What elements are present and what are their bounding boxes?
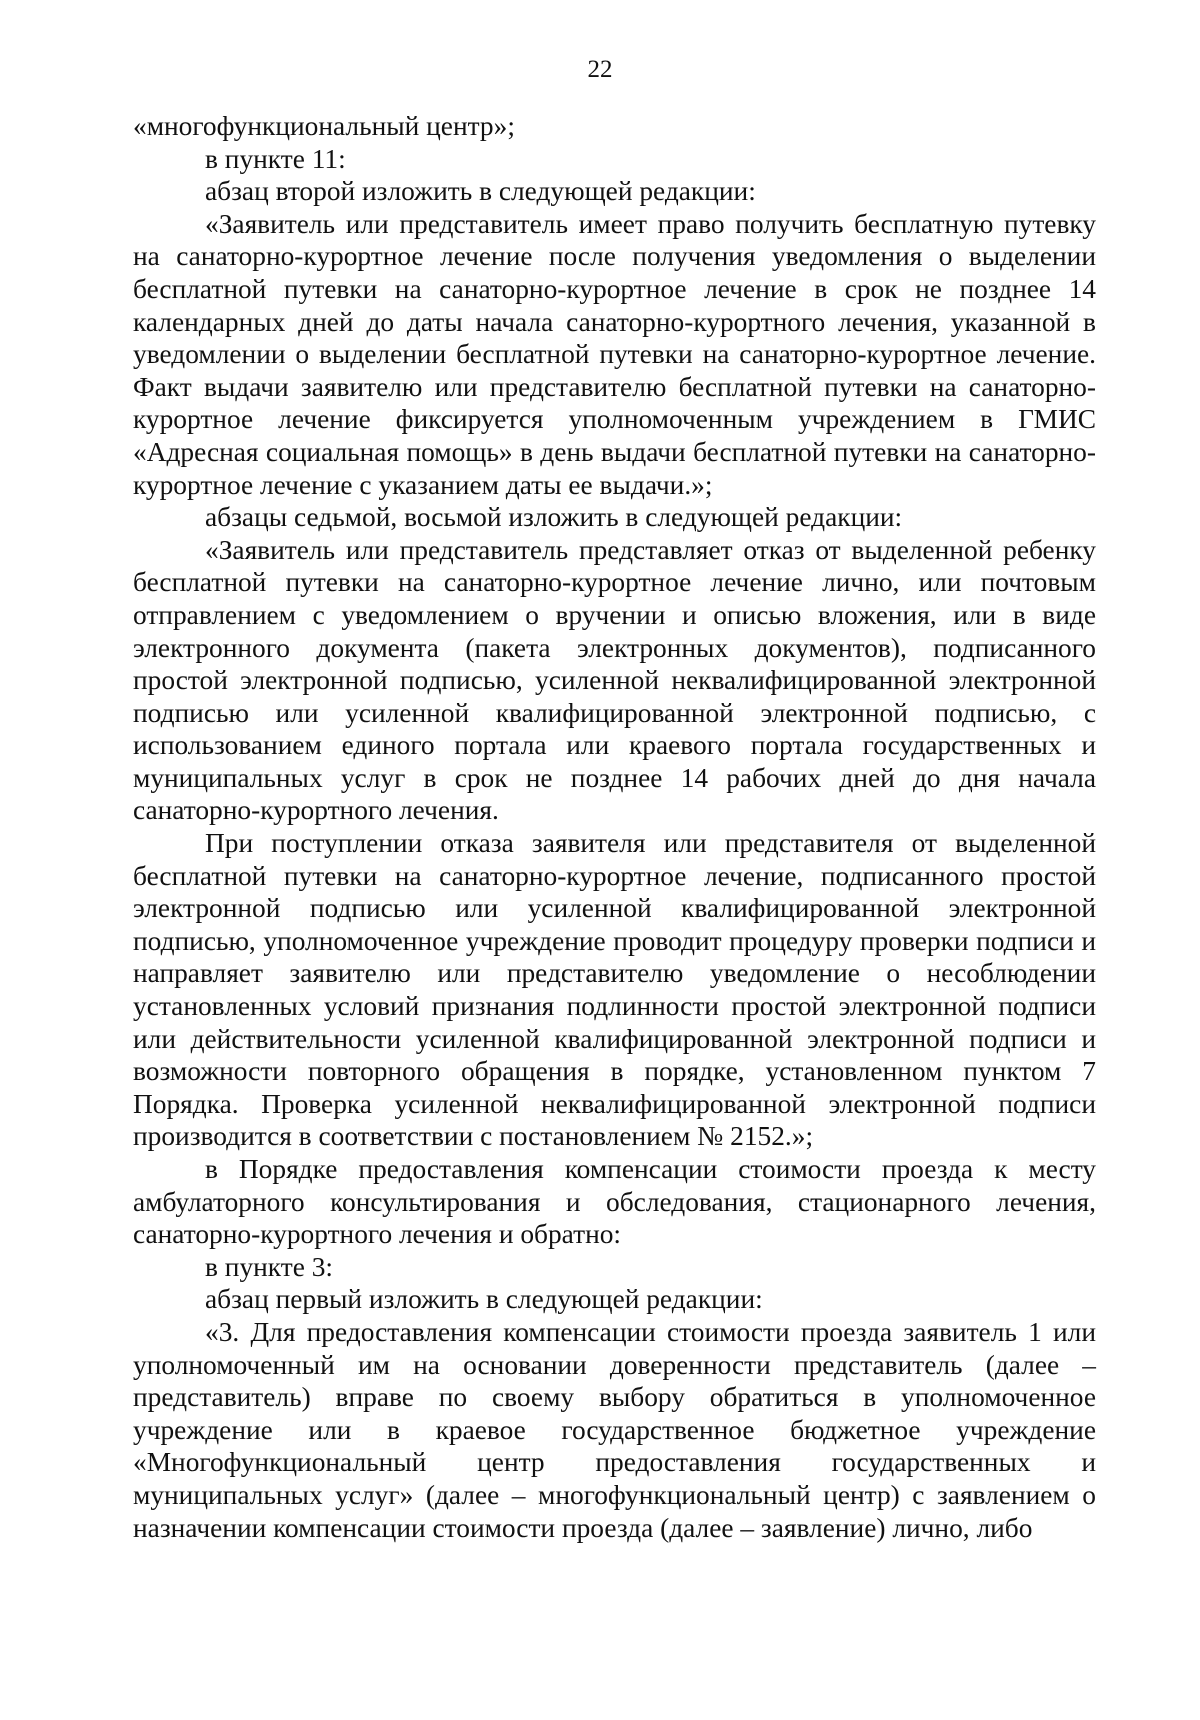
paragraph-point-3: в пункте 3: bbox=[205, 1251, 334, 1282]
paragraph-point-11: в пункте 11: bbox=[205, 143, 346, 174]
paragraph-seventh-eighth-header: абзацы седьмой, восьмой изложить в следующей редакции: bbox=[205, 502, 903, 533]
paragraph-voucher-refusal: «Заявитель или представитель представляет отказ от выделенной ребенку бесплатной путевки на санаторно-курортное лечение лично, или почтовым отправлением с уведомлением о вручении и описью вложения, или в виде электронного документа (пакета электронных документов), подписанного простой электронной подписью, усиленной неквалифицированной электронной подписью или усиленной квалифицированной электронной подписью, с использованием единого портала или краевого портала государственных и муниципальных услуг в срок не позднее 14 рабочих дней до дня начала санаторно-курортного лечения. bbox=[133, 534, 1096, 826]
document-body bbox=[133, 110, 1096, 1544]
paragraph-signature-check: При поступлении отказа заявителя или представителя от выделенной бесплатной путевки на санаторно-курортное лечение, подписанного простой электронной подписью или усиленной квалифицированной электронной подписью, уполномоченное учреждение проводит процедуру проверки подписи и направляет заявителю или представителю уведомление о несоблюдении установленных условий признания подлинности простой электронной подписи или действительности усиленной квалифицированной электронной подписи и возможности повторного обращения в порядке, установленном пунктом 7 Порядка. Проверка усиленной неквалифицированной электронной подписи производится в соответствии с постановлением № 2152.»; bbox=[133, 828, 1096, 1152]
paragraph-voucher-receipt: «Заявитель или представитель имеет право получить бесплатную путевку на санаторно-курортное лечение после получения уведомления о выделении бесплатной путевки на санаторно-курортное лечение в срок не позднее 14 календарных дней до даты начала санаторно-курортного лечения, указанной в уведомлении о выделении бесплатной путевки на санаторно-курортное лечение. Факт выдачи заявителю или представителю бесплатной путевки на санаторно-курортное лечение фиксируется уполномоченным учреждением в ГМИС «Адресная социальная помощь» в день выдачи бесплатной путевки на санаторно-курортное лечение с указанием даты ее выдачи.»; bbox=[133, 208, 1096, 500]
page-number: 22 bbox=[587, 56, 613, 83]
paragraph-first-abzac-header: абзац первый изложить в следующей редакции: bbox=[205, 1284, 763, 1315]
paragraph-compensation-procedure: в Порядке предоставления компенсации стоимости проезда к месту амбулаторного консультирования и обследования, стационарного лечения, санаторно-курортного лечения и обратно: bbox=[133, 1154, 1096, 1250]
paragraph-second-abzac-header: абзац второй изложить в следующей редакции: bbox=[205, 176, 756, 207]
paragraph-compensation-application: «3. Для предоставления компенсации стоимости проезда заявитель 1 или уполномоченный им на основании доверенности представитель (далее – представитель) вправе по своему выбору обратиться в уполномоченное учреждение или в краевое государственное бюджетное учреждение «Многофункциональный центр предоставления государственных и муниципальных услуг» (далее – многофункциональный центр) с заявлением о назначении компенсации стоимости проезда (далее – заявление) лично, либо bbox=[133, 1316, 1096, 1543]
paragraph-mfc-term: «многофункциональный центр»; bbox=[133, 111, 515, 141]
